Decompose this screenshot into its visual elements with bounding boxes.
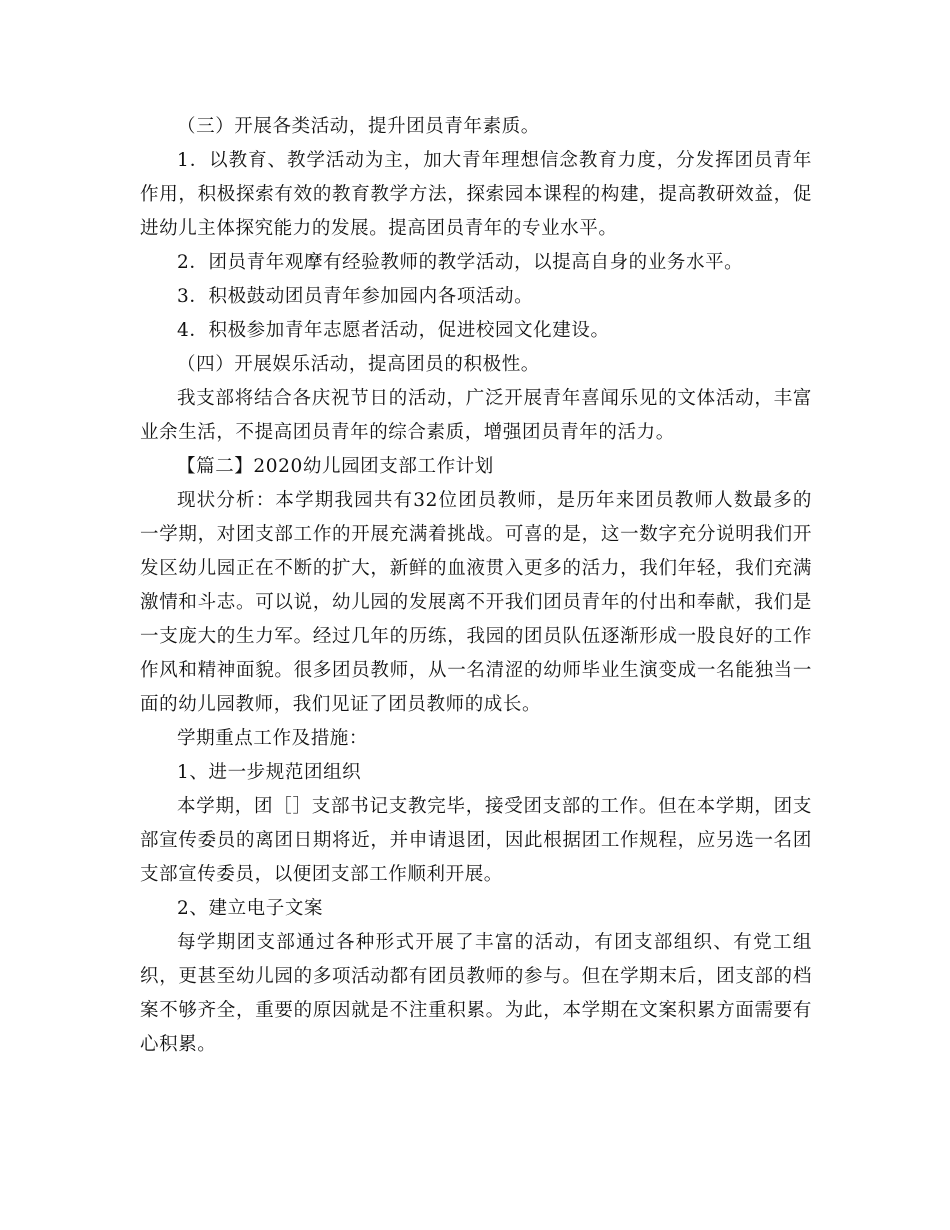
- list-item-4: 4．积极参加青年志愿者活动，促进校园文化建设。: [177, 320, 610, 341]
- body-paragraph-status-analysis: 现状分析：本学期我园共有32位团员教师，是历年来团员教师人数最多的一学期，对团支部工作的开展充满着挑战。可喜的是，这一数字充分说明我们开发区幼儿园正在不断的扩大，新鲜的血液贯入更多的活力，我们年轻，我们充满激情和斗志。可以说，幼儿园的发展离不开我们团员青年的付出和奉献，我们是一支庞大的生力军。经过几年的历练，我园的团员队伍逐渐形成一股良好的工作作风和精神面貌。很多团员教师，从一名清涩的幼师毕业生演变成一名能独当一面的幼儿园教师，我们见证了团员教师的成长。: [140, 490, 812, 715]
- body-paragraph-organization: 本学期，团［］支部书记支教完毕，接受团支部的工作。但在本学期，团支部宣传委员的离团日期将近，并申请退团，因此根据团工作规程，应另选一名团支部宣传委员，以便团支部工作顺利开展。: [140, 796, 812, 885]
- section-heading-3: （三）开展各类活动，提升团员青年素质。: [177, 116, 540, 137]
- body-paragraph-electronic-archive: 每学期团支部通过各种形式开展了丰富的活动，有团支部组织、有党工组织，更甚至幼儿园的多项活动都有团员教师的参与。但在学期末后，团支部的档案不够齐全，重要的原因就是不注重积累。为此，本学期在文案积累方面需要有心积累。: [140, 932, 812, 1055]
- list-item-2: 2．团员青年观摩有经验教师的教学活动，以提高自身的业务水平。: [177, 252, 744, 273]
- section-heading-key-work: 学期重点工作及措施：: [177, 728, 369, 749]
- list-item-1: 1．以教育、教学活动为主，加大青年理想信念教育力度，分发挥团员青年作用，积极探索有效的教育教学方法，探索园本课程的构建，提高教研效益，促进幼儿主体探究能力的发展。提高团员青年的专业水平。: [140, 150, 812, 239]
- body-paragraph-entertainment: 我支部将结合各庆祝节日的活动，广泛开展青年喜闻乐见的文体活动，丰富业余生活，不提高团员青年的综合素质，增强团员青年的活力。: [140, 388, 812, 443]
- subheading-electronic-archive: 2、建立电子文案: [177, 898, 324, 919]
- subheading-organization: 1、进一步规范团组织: [177, 762, 362, 783]
- article-title-part-two: 【篇二】2020幼儿园团支部工作计划: [177, 456, 494, 477]
- document-page: [140, 110, 812, 1062]
- section-heading-4: （四）开展娱乐活动，提高团员的积极性。: [177, 354, 540, 375]
- list-item-3: 3．积极鼓动团员青年参加园内各项活动。: [177, 286, 534, 307]
